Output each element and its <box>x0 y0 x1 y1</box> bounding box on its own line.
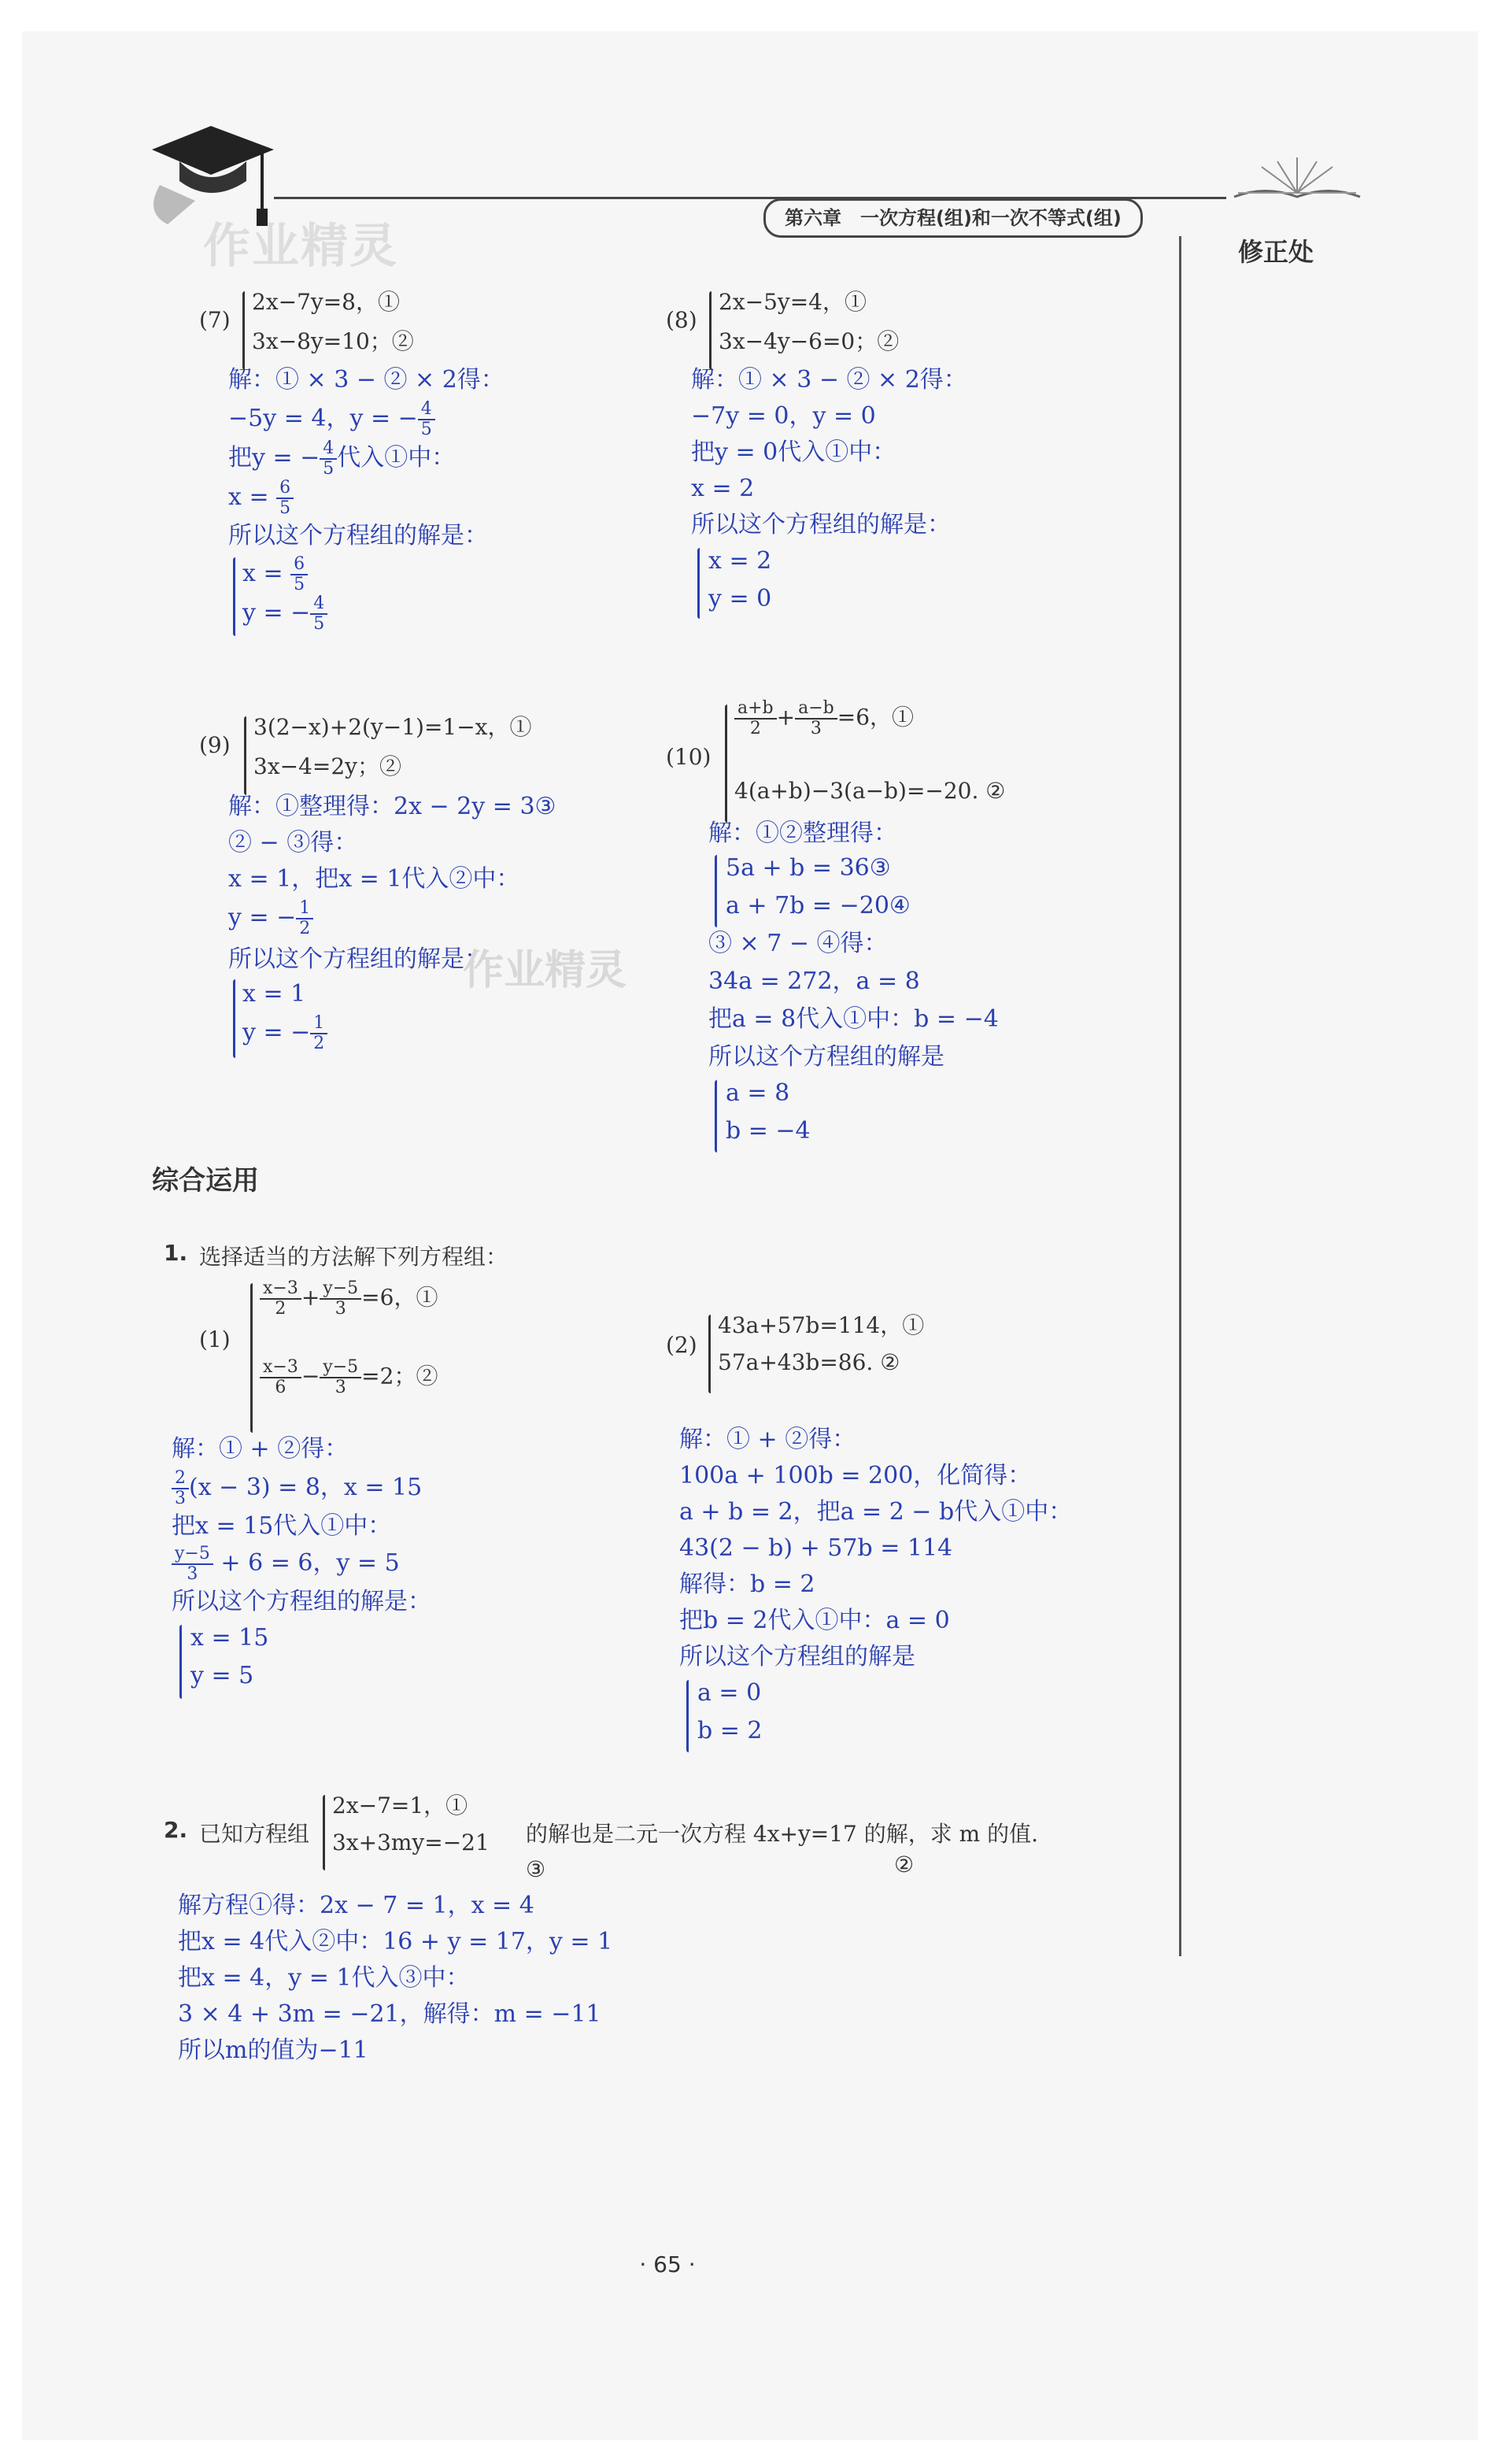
problem-9-label: (9) <box>199 732 231 758</box>
question-text: 选择适当的方法解下列方程组： <box>199 1244 508 1270</box>
solution-line: 解：① × 3 − ② × 2得： <box>691 366 967 394</box>
solution-line: 解：①②整理得： <box>708 819 897 847</box>
problem-8-label: (8) <box>666 307 697 333</box>
system-brace <box>715 855 717 927</box>
solution-line: a + b = 2，把a = 2 − b代入①中： <box>679 1498 1073 1526</box>
answer-brace <box>233 979 235 1058</box>
part-label: (2) <box>666 1332 697 1358</box>
problem-10-label: (10) <box>666 744 712 770</box>
system-brace <box>708 1315 711 1393</box>
question-text: 的解也是二元一次方程 4x+y=17 的解，求 m 的值. <box>526 1821 1039 1847</box>
answer-brace <box>233 557 235 636</box>
answer-line: a = 0 <box>697 1679 762 1707</box>
equation: 2x−7=1，① <box>332 1793 468 1818</box>
problem-7-label: (7) <box>199 307 231 333</box>
section-title: 综合运用 <box>152 1165 259 1197</box>
system-brace <box>244 716 246 795</box>
solution-line: 解：①整理得：2x − 2y = 3③ <box>228 793 556 820</box>
solution-line: 所以这个方程组的解是 <box>679 1643 915 1670</box>
solution-line: 把b = 2代入①中：a = 0 <box>679 1607 950 1634</box>
solution-line: 100a + 100b = 200，化简得： <box>679 1462 1032 1489</box>
equation: 3(2−x)+2(y−1)=1−x，① <box>253 714 532 740</box>
system-brace <box>242 291 245 370</box>
watermark: 作业精灵 <box>203 219 398 274</box>
equation: $\frac{x-3}{6}$ − $\frac{y-5}{3}$ =2；② <box>260 1358 438 1397</box>
equation: 3x−4y−6=0；② <box>719 328 900 354</box>
solution-line: 解：① + ②得： <box>172 1435 349 1463</box>
solution-line: 34a = 272，a = 8 <box>708 967 920 995</box>
equation: 2x−5y=4，① <box>719 289 867 315</box>
solution-line: −7y = 0，y = 0 <box>691 402 876 430</box>
solution-line: 把y = 0代入①中： <box>691 438 896 466</box>
equation: 3x−8y=10；② <box>252 328 414 354</box>
solution-line: 43(2 − b) + 57b = 114 <box>679 1534 953 1562</box>
solution-line: a + 7b = −20④ <box>726 892 911 919</box>
answer-line: y = − $\frac{4}{5}$ <box>242 594 327 634</box>
answer-line: x = 1 <box>242 980 306 1008</box>
answer-line: y = − $\frac{1}{2}$ <box>242 1014 327 1053</box>
solution-line: 把y = − $\frac{4}{5}$ 代入①中： <box>228 438 456 479</box>
solution-line: −5y = 4，y = − $\frac{4}{5}$ <box>228 400 435 439</box>
equation: 43a+57b=114，① <box>718 1312 925 1338</box>
system-brace <box>725 705 727 823</box>
solution-line: 5a + b = 36③ <box>726 854 891 882</box>
page-sheet <box>22 31 1478 2440</box>
solution-line: 所以这个方程组的解是： <box>172 1588 431 1615</box>
answer-line: x = $\frac{6}{5}$ <box>242 555 308 594</box>
solution-line: x = $\frac{6}{5}$ <box>228 479 294 518</box>
system-brace <box>323 1795 325 1870</box>
answer-line: b = 2 <box>697 1717 763 1744</box>
equation: $\frac{a+b}{2}$ + $\frac{a-b}{3}$ =6，① <box>734 699 914 738</box>
answer-line: x = 2 <box>708 547 772 575</box>
watermark: 作业精灵 <box>463 947 627 994</box>
equation: 57a+43b=86. ② <box>718 1349 900 1375</box>
answer-line: y = 0 <box>708 585 772 612</box>
answer-line: b = −4 <box>726 1117 811 1145</box>
solution-line: 3 × 4 + 3m = −21，解得：m = −11 <box>178 2000 601 2028</box>
solution-line: 解方程①得：2x − 7 = 1，x = 4 <box>178 1892 534 1919</box>
solution-line: $\frac{y-5}{3}$ + 6 = 6，y = 5 <box>172 1545 400 1584</box>
answer-line: x = 15 <box>190 1624 269 1652</box>
solution-line: y = − $\frac{1}{2}$ <box>228 899 313 938</box>
equation: 3x−4=2y；② <box>253 753 401 779</box>
question-number: 1. <box>164 1240 188 1266</box>
answer-brace <box>686 1680 689 1752</box>
solution-line: 所以这个方程组的解是： <box>228 522 488 549</box>
answer-brace <box>697 548 700 619</box>
margin-rule <box>1179 236 1181 1956</box>
answer-brace <box>715 1080 717 1152</box>
solution-line: 把x = 15代入①中： <box>172 1512 392 1540</box>
system-brace <box>250 1283 253 1433</box>
solution-line: 所以这个方程组的解是： <box>691 511 951 538</box>
solution-line: 把x = 4，y = 1代入③中： <box>178 1964 470 1992</box>
answer-line: a = 8 <box>726 1079 790 1107</box>
equation: $\frac{x-3}{2}$ + $\frac{y-5}{3}$ =6，① <box>260 1279 438 1319</box>
solution-line: 解：① + ②得： <box>679 1426 856 1453</box>
answer-brace <box>179 1625 182 1699</box>
solution-line: 所以这个方程组的解是 <box>708 1043 944 1071</box>
solution-line: 所以m的值为−11 <box>178 2037 368 2064</box>
solution-line: 解：① × 3 − ② × 2得： <box>228 366 505 394</box>
equation: 3x+3my=−21 <box>332 1830 490 1855</box>
part-label: (1) <box>199 1326 231 1352</box>
solution-line: $\frac{2}{3}$ (x − 3) = 8，x = 15 <box>172 1469 422 1508</box>
solution-line: 解得：b = 2 <box>679 1571 815 1598</box>
solution-line: 把a = 8代入①中：b = −4 <box>708 1005 999 1033</box>
equation: 2x−7y=8，① <box>252 289 400 315</box>
solution-line: ③ × 7 − ④得： <box>708 930 888 957</box>
solution-line: x = 1，把x = 1代入②中： <box>228 865 520 893</box>
correction-column-title: 修正处 <box>1238 237 1314 267</box>
question-number: 2. <box>164 1817 188 1843</box>
system-brace <box>709 291 712 370</box>
chapter-title: 第六章 一次方程(组)和一次不等式(组) <box>763 198 1143 238</box>
answer-line: y = 5 <box>190 1662 254 1689</box>
question-text: 已知方程组 <box>199 1821 310 1847</box>
solution-line: x = 2 <box>691 475 755 502</box>
open-book-icon <box>1230 157 1364 205</box>
solution-line: 所以这个方程组的解是： <box>228 945 488 973</box>
equation: 4(a+b)−3(a−b)=−20. ② <box>734 778 1006 804</box>
equation-mark: ③ <box>526 1856 546 1882</box>
equation-mark: ② <box>894 1852 915 1878</box>
solution-line: 把x = 4代入②中：16 + y = 17，y = 1 <box>178 1928 613 1955</box>
page-number: · 65 · <box>639 2251 696 2277</box>
solution-line: ② − ③得： <box>228 829 358 856</box>
